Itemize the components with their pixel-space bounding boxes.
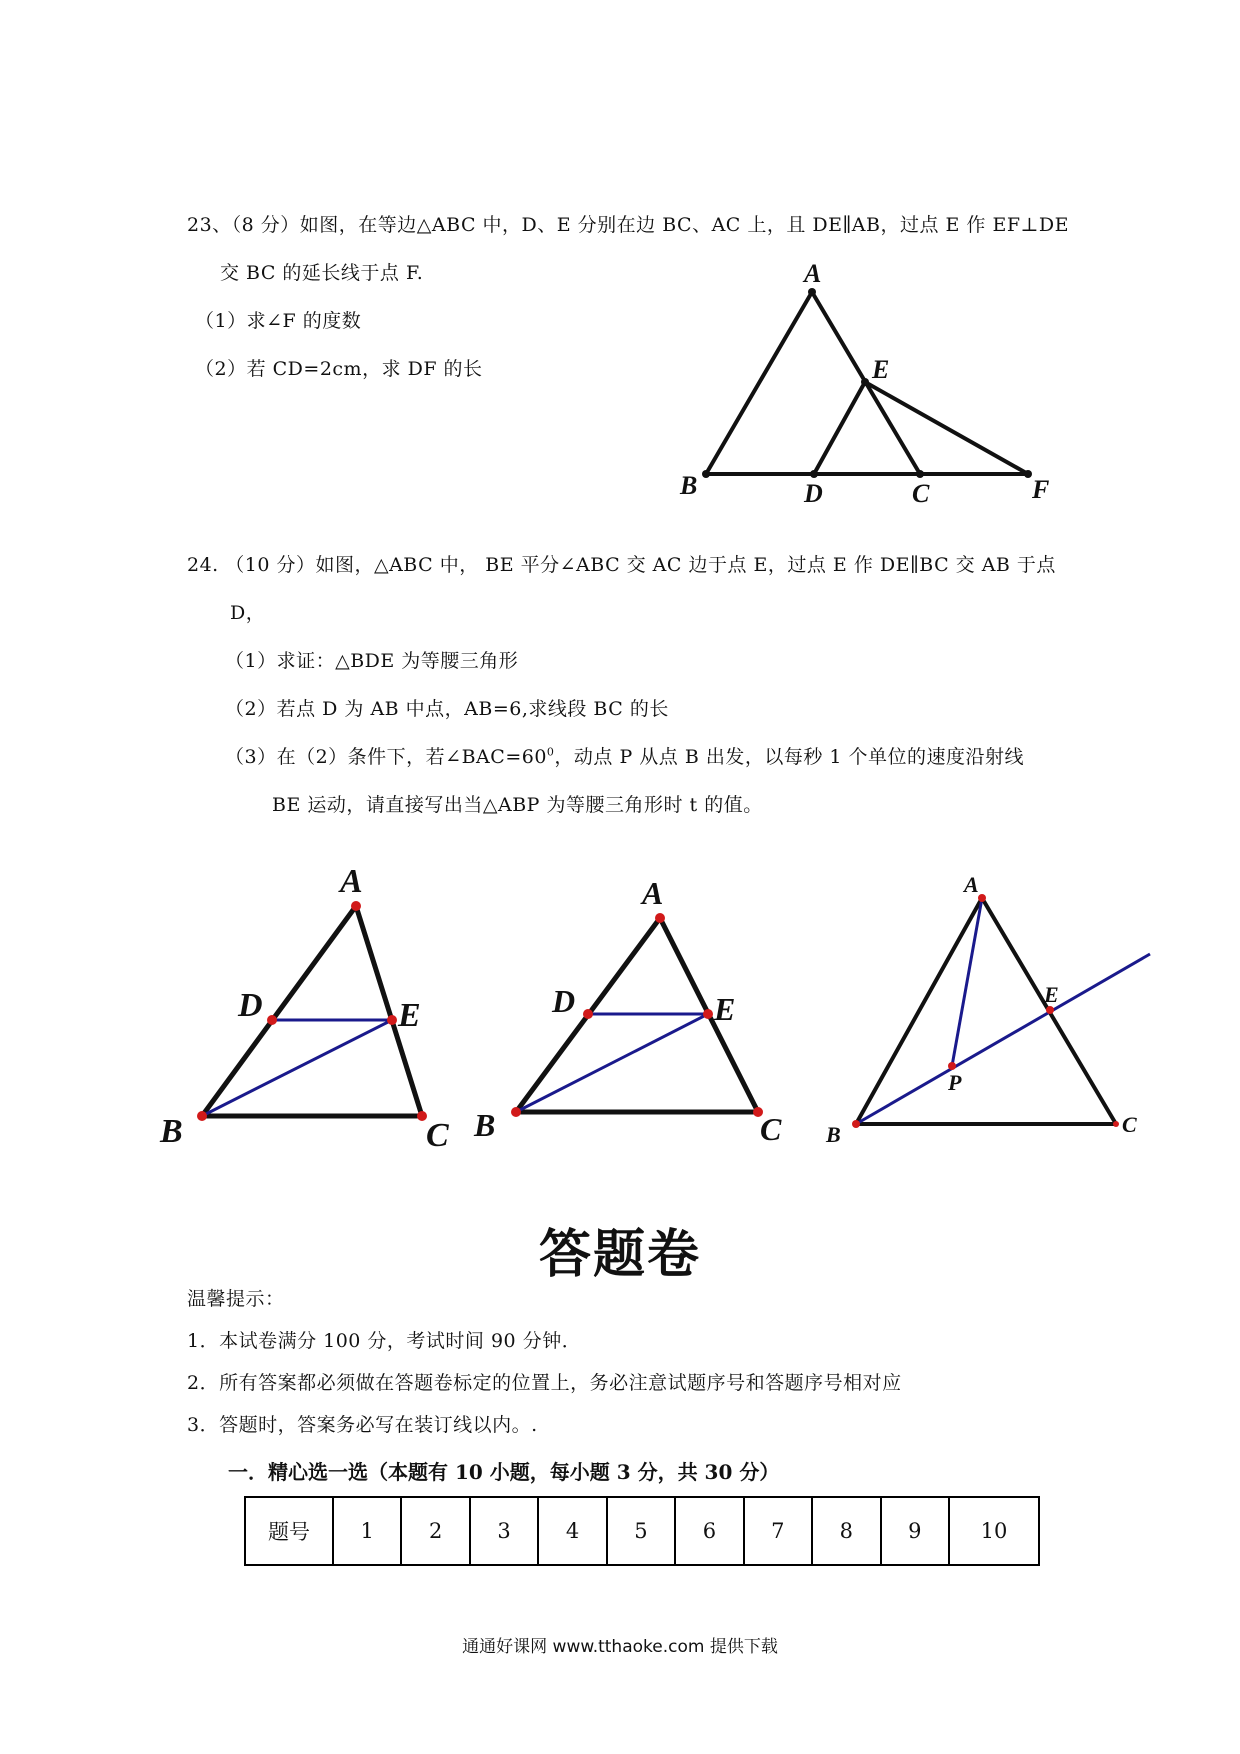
table-header-cell: 2	[401, 1497, 469, 1565]
fig1-label-b: B	[160, 1113, 183, 1150]
table-header-cell: 6	[675, 1497, 743, 1565]
fig2-label-d: D	[552, 983, 576, 1019]
table-header-cell: 7	[744, 1497, 812, 1565]
q23-label-b: B	[680, 471, 698, 500]
fig3-ray-be	[856, 954, 1150, 1124]
answer-table	[244, 1496, 1040, 1566]
table-header-cell: 4	[538, 1497, 606, 1565]
q23-part2: （2）若 CD=2cm，求 DF 的长	[195, 358, 483, 380]
answer-sheet-title: 答题卷	[538, 1225, 701, 1285]
q24-line2: D，	[230, 602, 266, 624]
q23-line1: 23、（8 分）如图，在等边△ABC 中，D、E 分别在边 BC、AC 上，且 DE∥AB，过点 E 作 EF⊥DE	[187, 214, 1069, 236]
footer: 通通好课网 www.tthaoke.com 提供下载	[462, 1637, 778, 1657]
q24-figure-2	[470, 865, 800, 1155]
table-row	[245, 1497, 1039, 1565]
section-1-heading: 一．精心选一选（本题有 10 小题，每小题 3 分，共 30 分）	[228, 1460, 780, 1484]
q24-part3-degree: 0	[546, 745, 555, 759]
q24-figure-3	[820, 865, 1160, 1155]
fig1-label-e: E	[398, 997, 421, 1034]
q23-segment-de	[814, 382, 865, 474]
q24-part3-pre: （3）在（2）条件下，若∠BAC=60	[225, 746, 547, 768]
fig1-label-a: A	[340, 863, 363, 900]
q24-part3-post: ，动点 P 从点 B 出发，以每秒 1 个单位的速度沿射线	[554, 746, 1024, 768]
table-header-cell: 9	[881, 1497, 950, 1565]
fig2-segment-be	[516, 1014, 708, 1112]
q23-part1: （1）求∠F 的度数	[195, 310, 362, 332]
q23-segment-ab	[706, 292, 812, 474]
q23-label-d: D	[804, 479, 823, 508]
fig2-label-e: E	[714, 991, 736, 1027]
tip-1: 1．本试卷满分 100 分，考试时间 90 分钟．	[187, 1330, 582, 1352]
q23-label-a: A	[804, 259, 822, 288]
fig3-label-e: E	[1044, 982, 1059, 1007]
fig2-label-a: A	[642, 875, 664, 911]
tip-3: 3．答题时，答案务必写在装订线以内。.	[187, 1414, 538, 1436]
q24-part3	[225, 742, 1024, 769]
tip-2: 2．所有答案都必须做在答题卷标定的位置上，务必注意试题序号和答题序号相对应	[187, 1372, 902, 1394]
fig1-label-c: C	[426, 1117, 449, 1154]
q24-figure-1	[150, 855, 470, 1165]
fig2-label-b: B	[474, 1107, 496, 1143]
q23-segment-ef	[865, 382, 1028, 474]
q23-label-e: E	[872, 355, 890, 384]
q24-part2: （2）若点 D 为 AB 中点，AB=6,求线段 BC 的长	[225, 698, 669, 720]
fig2-label-c: C	[760, 1111, 782, 1147]
q24-part3-line2: BE 运动，请直接写出当△ABP 为等腰三角形时 t 的值。	[272, 794, 763, 816]
fig3-label-a: A	[964, 872, 979, 897]
table-header-cell: 5	[607, 1497, 675, 1565]
fig1-segment-be	[202, 1020, 392, 1116]
fig3-label-p: P	[948, 1070, 962, 1095]
table-header-cell: 1	[333, 1497, 401, 1565]
fig3-label-c: C	[1122, 1112, 1137, 1137]
fig3-label-b: B	[826, 1122, 841, 1147]
q24-line1: 24. （10 分）如图，△ABC 中， BE 平分∠ABC 交 AC 边于点 E，过点 E 作 DE∥BC 交 AB 于点	[187, 554, 1056, 576]
q23-figure	[660, 250, 1080, 520]
q24-part1: （1）求证：△BDE 为等腰三角形	[225, 650, 519, 672]
q23-label-f: F	[1032, 475, 1050, 504]
q23-label-c: C	[912, 479, 930, 508]
tips-heading: 温馨提示：	[187, 1288, 285, 1310]
table-header-cell: 题号	[245, 1497, 333, 1565]
table-header-cell: 3	[470, 1497, 538, 1565]
q23-line2: 交 BC 的延长线于点 F.	[220, 262, 424, 284]
table-header-cell: 8	[812, 1497, 880, 1565]
fig1-label-d: D	[238, 987, 263, 1024]
table-header-cell: 10	[949, 1497, 1039, 1565]
